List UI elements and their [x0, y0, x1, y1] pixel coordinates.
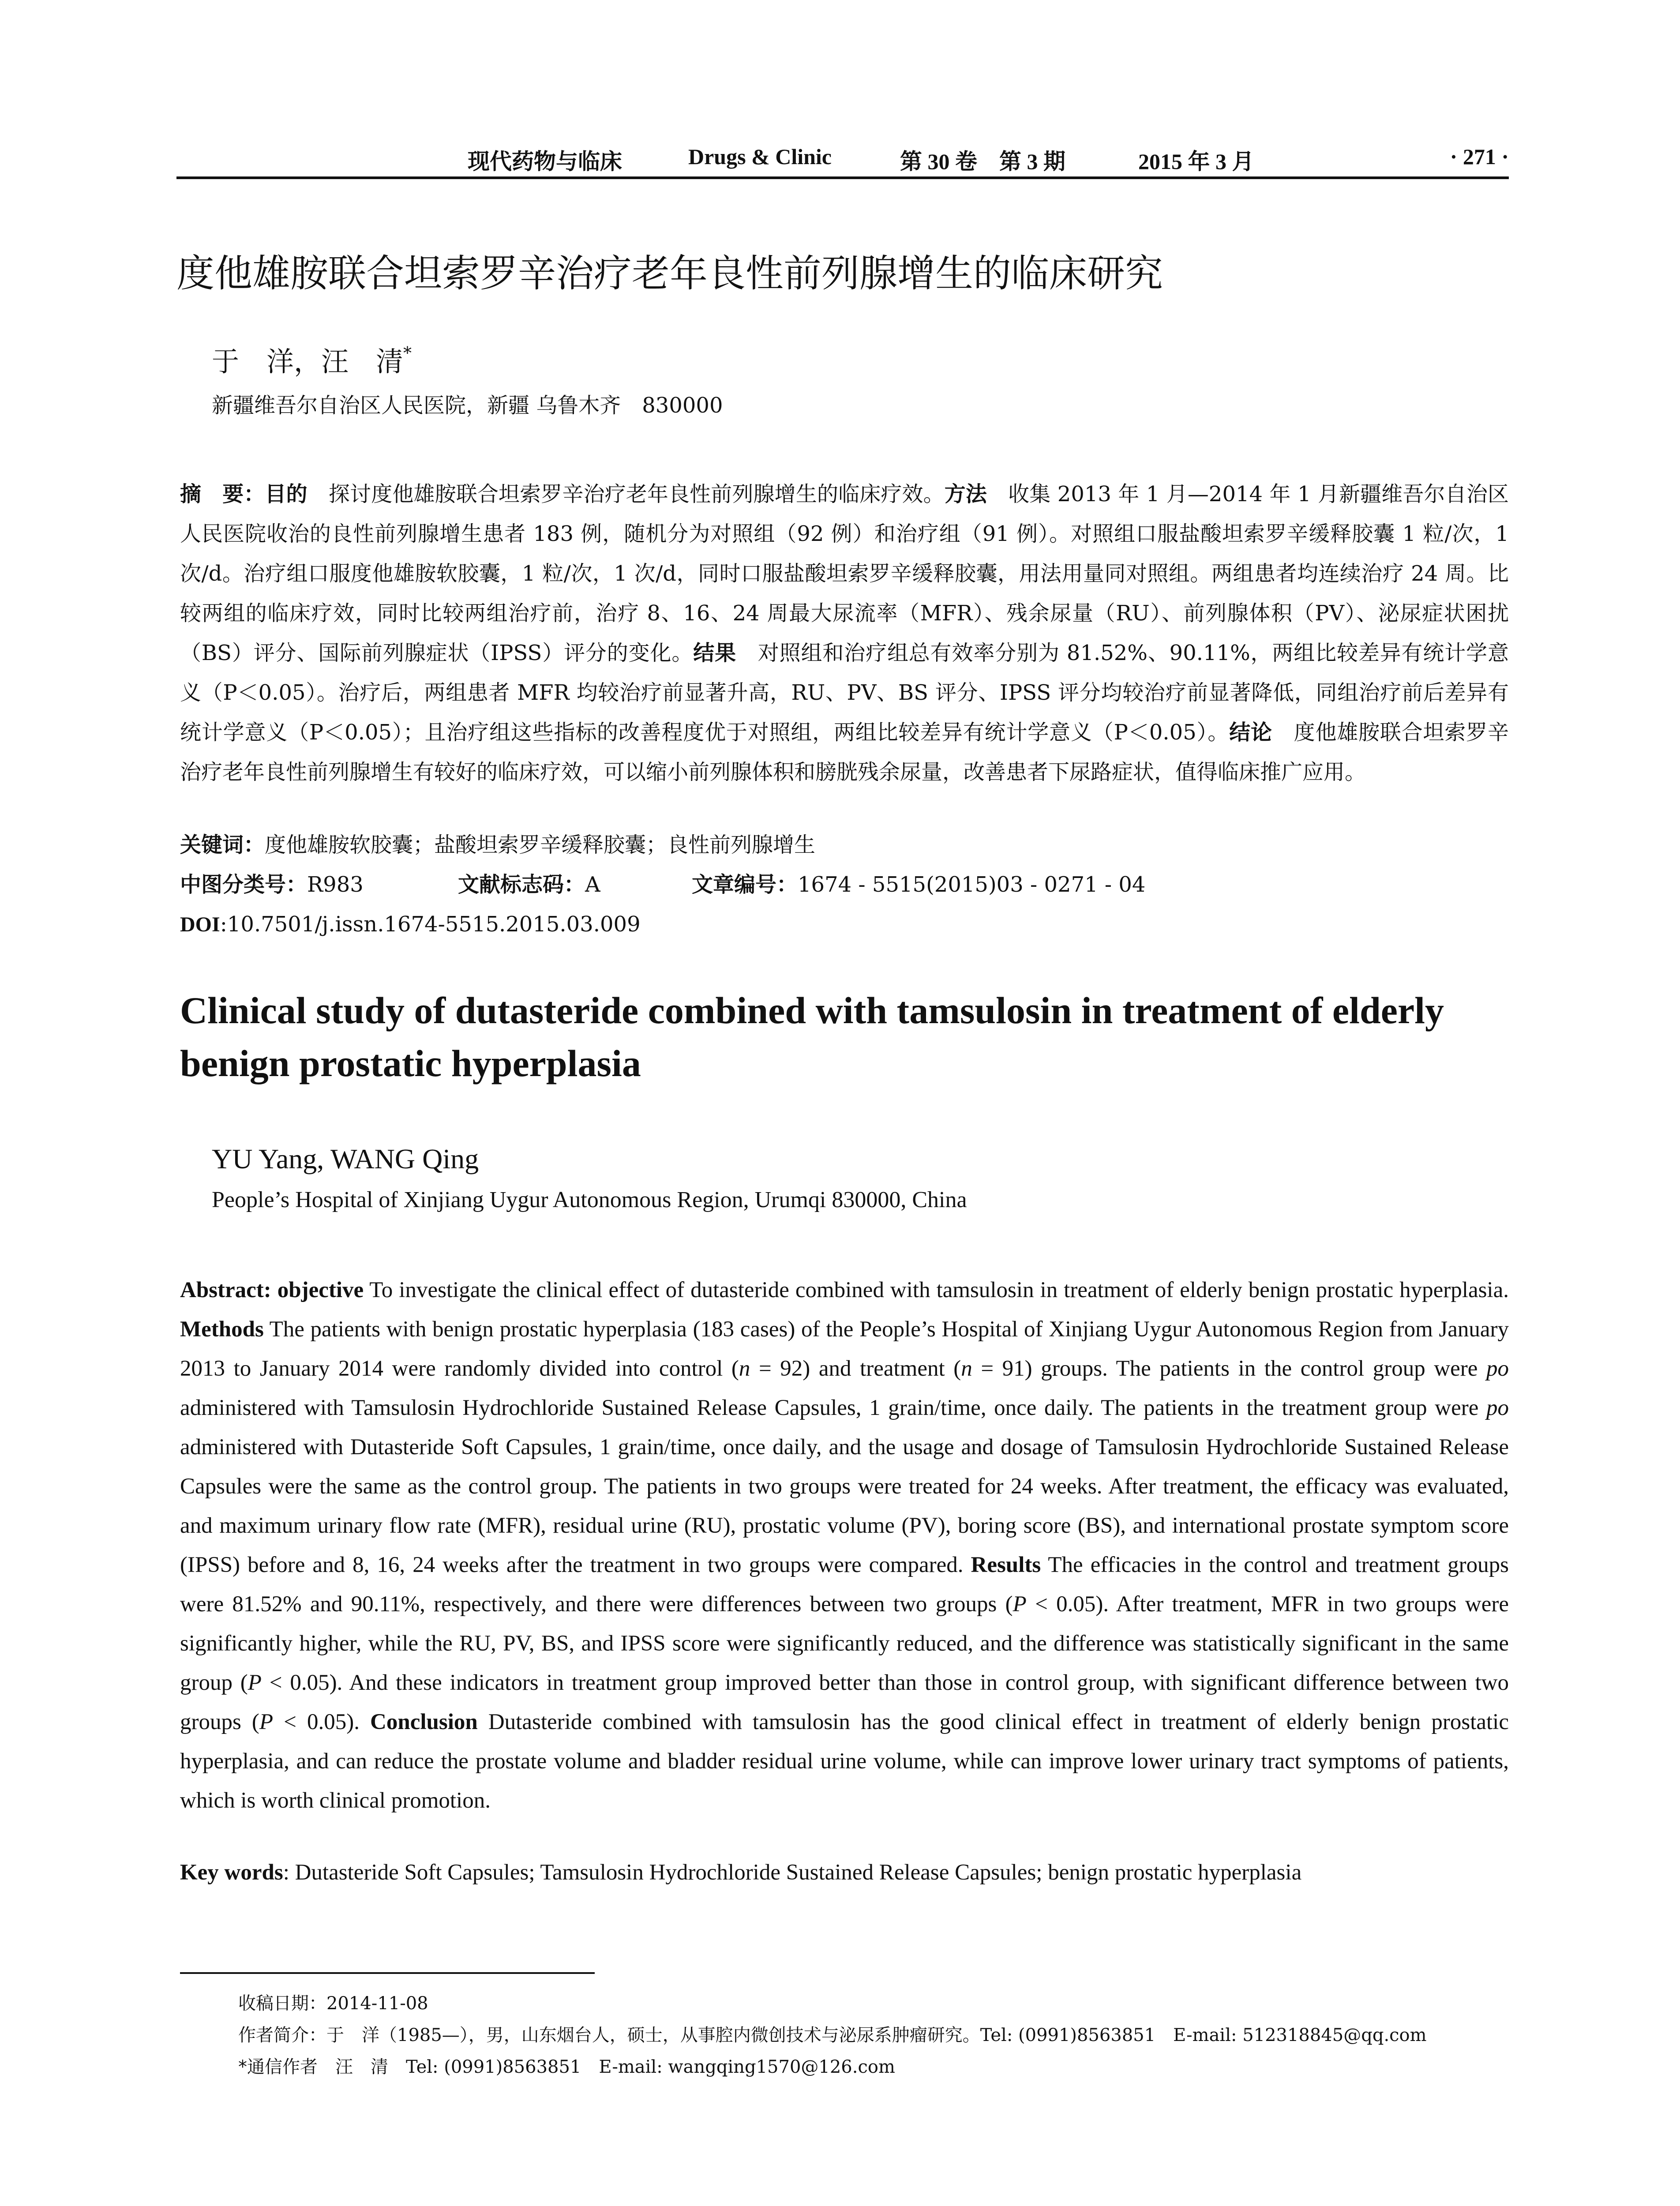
methods-text-en-3: = 91) groups. The patients in the control group were: [972, 1356, 1487, 1381]
chinese-keywords: [180, 825, 1509, 865]
conclusion-text-cn: 度他雄胺联合坦索罗辛治疗老年良性前列腺增生有较好的临床疗效，可以缩小前列腺体积和膀胱残余尿量，改善患者下尿路症状，值得临床推广应用。: [180, 720, 1509, 784]
classification-line: [180, 865, 1509, 904]
methods-text-cn: 收集 2013 年 1 月—2014 年 1 月新疆维吾尔自治区人民医院收治的良性前列腺增生患者 183 例，随机分为对照组（92 例）和治疗组（91 例）。对照组口服盐酸坦索罗辛缓释胶囊 1 粒/次，1 次/d。治疗组口服度他雄胺软胶囊，1 粒/次，1 次/d，同时口服盐酸坦索罗辛缓释胶囊，用法用量同对照组。两组患者均连续治疗 24 周。比较两组的临床疗效，同时比较两组治疗前，治疗 8、16、24 周最大尿流率（MFR）、残余尿量（RU）、前列腺体积（PV）、泌尿症状困扰（BS）评分、国际前列腺症状（IPSS）评分的变化。: [180, 482, 1509, 665]
english-title: Clinical study of dutasteride combined with tamsulosin in treatment of elderly benign prostatic hyperplasia: [180, 989, 1444, 1084]
results-label-cn: 结果: [693, 641, 736, 665]
objective-label-cn: 目的: [265, 482, 308, 506]
article-number-label: 文章编号：: [692, 872, 798, 897]
conclusion-label-en: Conclusion: [370, 1710, 478, 1734]
footnote-author-bio: [238, 2019, 1509, 2051]
header-date: 2015 年 3 月: [1138, 149, 1254, 174]
keywords-text-cn: 度他雄胺软胶囊；盐酸坦索罗辛缓释胶囊；良性前列腺增生: [265, 833, 816, 857]
doi-line: [180, 904, 1509, 945]
results-text-cn: 对照组和治疗组总有效率分别为 81.52%、90.11%，两组比较差异有统计学意义（P＜0.05）。治疗后，两组患者 MFR 均较治疗前显著升高，RU、PV、BS 评分、IPSS 评分均较治疗前显著降低，同组治疗前后差异有统计学意义（P＜0.05）；且治疗组这些指标的改善程度优于对照组，两组比较差异有统计学意义（P＜0.05）。: [180, 641, 1509, 745]
header-journal-en: Drugs & Clinic: [688, 144, 832, 169]
english-authors: YU Yang, WANG Qing: [212, 1143, 479, 1174]
results-text-en-1: The efficacies in the control and treatment groups were 81.52% and 90.11%, respectively, and there were differences between two groups (: [180, 1553, 1509, 1617]
results-text-en-2: < 0.05). After treatment, MFR in two groups were significantly higher, while the RU, PV, BS, and IPSS score were significantly reduced, and the difference was statistically significant in the same group (: [180, 1592, 1509, 1695]
methods-text-en-4: administered with Tamsulosin Hydrochloride Sustained Release Capsules, 1 grain/time, once daily. The patients in the treatment group were: [180, 1396, 1486, 1420]
results-label-en: Results: [971, 1553, 1041, 1577]
chinese-title: 度他雄胺联合坦索罗辛治疗老年良性前列腺增生的临床研究: [176, 251, 1163, 296]
footnote-corresponding: [238, 2051, 1509, 2083]
received-label: 收稿日期：: [238, 1993, 326, 2014]
conclusion-text-en: Dutasteride combined with tamsulosin has the good clinical effect in treatment of elderly benign prostatic hyperplasia, and can reduce the prostate volume and bladder residual urine volume, while can improve lower urinary tract symptoms of patients, which is worth clinical promotion.: [180, 1710, 1509, 1813]
abstract-label-cn: 摘 要：: [180, 482, 265, 506]
doc-code-label: 文献标志码：: [458, 872, 585, 897]
header-page-number: · 271 ·: [1450, 144, 1509, 169]
doi-value: :10.7501/j.issn.1674-5515.2015.03.009: [220, 912, 641, 937]
footnotes: [238, 1988, 1509, 2083]
footnote-divider: [180, 1972, 595, 1974]
n-symbol: n: [961, 1356, 972, 1381]
running-header: [176, 141, 1509, 179]
po-symbol: po: [1486, 1396, 1509, 1420]
footnote-received: [238, 1988, 1509, 2019]
n-symbol: n: [739, 1356, 750, 1381]
clc-label: 中图分类号：: [180, 872, 308, 897]
results-text-en-3: < 0.05). And these indicators in treatment group improved better than those in control group, with significant difference between two groups (: [180, 1670, 1509, 1734]
header-journal-cn: 现代药物与临床: [468, 149, 622, 174]
conclusion-label-cn: 结论: [1229, 720, 1272, 745]
keywords-label-en: Key words: [180, 1860, 283, 1885]
chinese-author-names: 于 洋，汪 清: [212, 345, 404, 378]
corresponding-author-mark: *: [403, 343, 412, 363]
received-date: 2014-11-08: [326, 1993, 428, 2014]
methods-label-cn: 方法: [944, 482, 987, 506]
objective-text-cn: 探讨度他雄胺联合坦索罗辛治疗老年良性前列腺增生的临床疗效。: [307, 482, 945, 506]
article-number-value: 1674 - 5515(2015)03 - 0271 - 04: [798, 872, 1146, 897]
doi-label: DOI: [180, 913, 220, 936]
chinese-abstract: [180, 474, 1509, 792]
bio-text: 于 洋（1985—），男，山东烟台人，硕士，从事腔内微创技术与泌尿系肿瘤研究。Tel: (0991)8563851 E-mail: 512318845@qq.com: [326, 2025, 1427, 2045]
objective-text-en: To investigate the clinical effect of dutasteride combined with tamsulosin in treatment of elderly benign prostatic hyperplasia.: [364, 1278, 1509, 1302]
methods-label-en: Methods: [180, 1317, 264, 1342]
abstract-label-en: Abstract: objective: [180, 1278, 364, 1302]
article-number-field: [692, 865, 1145, 904]
p-symbol: P: [259, 1710, 274, 1734]
chinese-authors: [212, 340, 412, 379]
methods-text-en-5: administered with Dutasteride Soft Capsules, 1 grain/time, once daily, and the usage and dosage of Tamsulosin Hydrochloride Sustained Release Capsules were the same as the control group. The patients in two groups were treated for 24 weeks. After treatment, the efficacy was evaluated, and maximum urinary flow rate (MFR), residual urine (RU), prostatic volume (PV), boring score (BS), and international prostate symptom score (IPSS) before and 8, 16, 24 weeks after the treatment in two groups were compared.: [180, 1435, 1509, 1577]
methods-text-en-1: The patients with benign prostatic hyperplasia (183 cases) of the People’s Hospital of Xinjiang Uygur Autonomous Region from January 2013 to January 2014 were randomly divided into control (: [180, 1317, 1509, 1381]
doc-code-value: A: [585, 872, 600, 897]
po-symbol: po: [1486, 1356, 1509, 1381]
p-symbol: P: [248, 1670, 262, 1695]
keywords-label-cn: 关键词：: [180, 833, 265, 857]
bio-label: 作者简介：: [238, 2025, 326, 2045]
methods-text-en-2: = 92) and treatment (: [750, 1356, 961, 1381]
results-text-en-4: < 0.05).: [273, 1710, 371, 1734]
english-abstract: [180, 1271, 1509, 1820]
english-affiliation: People’s Hospital of Xinjiang Uygur Autonomous Region, Urumqi 830000, China: [212, 1187, 967, 1212]
corresponding-label: *通信作者: [238, 2057, 318, 2077]
clc-field: [180, 872, 364, 897]
doc-code-field: [458, 865, 600, 904]
chinese-affiliation: 新疆维吾尔自治区人民医院，新疆 乌鲁木齐 830000: [212, 393, 723, 418]
p-symbol: P: [1012, 1592, 1027, 1617]
corresponding-text: 汪 清 Tel: (0991)8563851 E-mail: wangqing1570@126.com: [318, 2057, 895, 2077]
header-volume: 第 30 卷 第 3 期: [900, 149, 1065, 174]
english-keywords: [180, 1853, 1509, 1892]
clc-value: R983: [307, 872, 364, 897]
keywords-text-en: : Dutasteride Soft Capsules; Tamsulosin Hydrochloride Sustained Release Capsules; benign prostatic hyperplasia: [283, 1860, 1302, 1885]
